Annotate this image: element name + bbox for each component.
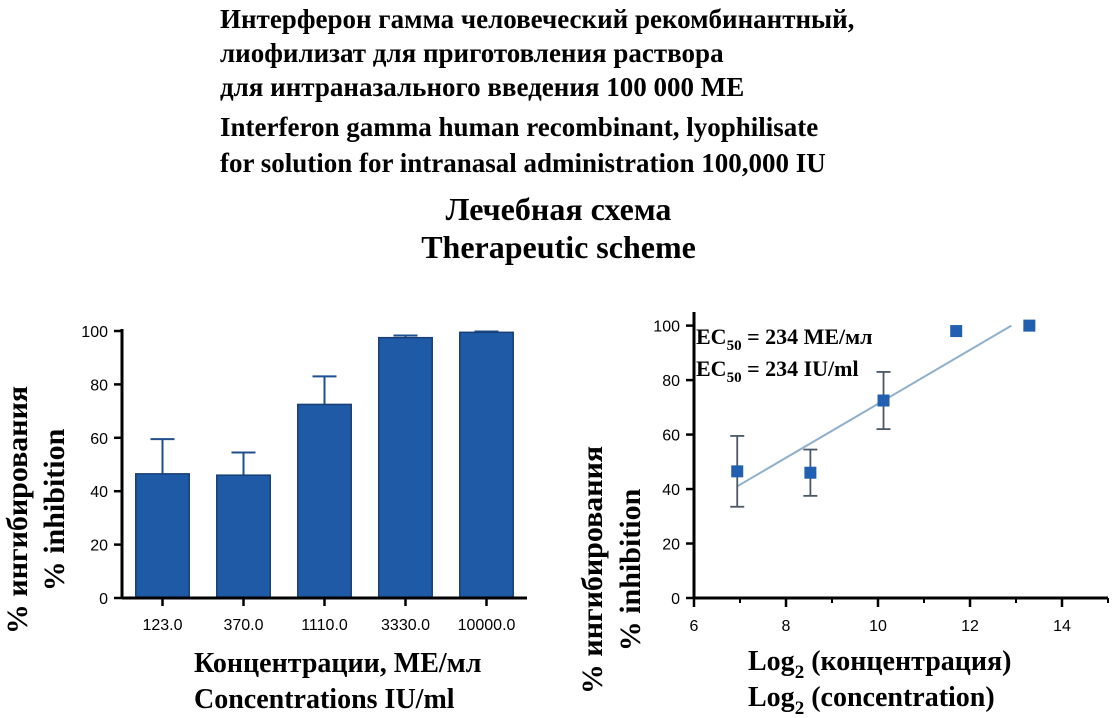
- bar: [298, 404, 351, 598]
- scatter-y-tick-label: 0: [671, 591, 680, 608]
- title-line-5: for solution for intranasal administration 100,000 IU: [220, 148, 826, 178]
- scatter-chart: [560, 278, 1117, 718]
- bar: [379, 338, 432, 598]
- bar-x-tick-label: 3330.0: [381, 617, 430, 634]
- scatter-y-axis-title-en: % inhibition: [614, 488, 647, 652]
- scatter-point: [950, 325, 962, 337]
- scatter-y-tick-label: 80: [662, 373, 680, 391]
- scatter-x-tick-label: 6: [689, 618, 699, 635]
- scatter-y-tick-label: 100: [653, 318, 680, 336]
- ec50-annotation-en: $EC_{50} = 234$ IU/ml: [696, 356, 859, 386]
- bar: [136, 474, 189, 598]
- bar-x-axis-title-ru: Концентрации, МЕ/мл: [194, 648, 482, 679]
- bar-chart: [0, 278, 560, 718]
- scatter-x-axis-title-en: Log$_2$ (concentration): [748, 682, 995, 718]
- scatter-point: [804, 467, 816, 479]
- bar-y-axis-title-ru: % ингибирования: [1, 385, 34, 635]
- bar-x-tick-label: 10000.0: [457, 617, 516, 634]
- scatter-point: [731, 465, 743, 477]
- scatter-point: [1023, 320, 1035, 332]
- scatter-y-tick-label: 60: [662, 427, 680, 445]
- scatter-x-tick-label: 14: [1053, 618, 1071, 635]
- bar-x-tick-label: 370.0: [223, 617, 264, 634]
- scatter-point: [878, 395, 890, 407]
- bar-y-tick-label: 0: [99, 591, 108, 608]
- title-line-3: для интраназального введения 100 000 МЕ: [220, 72, 745, 102]
- bar-y-tick-label: 80: [90, 377, 108, 395]
- title-line-1: Интерферон гамма человеческий рекомбинантный,: [220, 4, 855, 34]
- bar-y-tick-label: 100: [81, 324, 108, 341]
- bar-y-axis-title-en: % inhibition: [38, 428, 71, 592]
- bar-y-tick-label: 60: [90, 430, 108, 448]
- scatter-fit-line: [737, 326, 1011, 487]
- scatter-x-axis-title-ru: Log$_2$ (концентрация): [748, 646, 1012, 683]
- scatter-x-tick-label: 10: [869, 618, 887, 635]
- bar-y-axis-title: [1, 386, 71, 634]
- bar: [460, 332, 513, 598]
- title-line-4: Interferon gamma human recombinant, lyophilisate: [220, 112, 819, 142]
- scheme-title-en: Therapeutic scheme: [421, 229, 696, 265]
- scatter-x-tick-label: 8: [781, 618, 791, 635]
- scatter-y-axis-title-ru: % ингибирования: [576, 445, 609, 695]
- bar-y-tick-label: 40: [90, 484, 108, 502]
- scatter-x-tick-label: 12: [961, 618, 979, 635]
- scheme-title-ru: Лечебная схема: [445, 191, 672, 227]
- scatter-y-tick-label: 20: [662, 536, 680, 554]
- bar-x-tick-label: 123.0: [142, 617, 183, 634]
- bar-x-tick-label: 1110.0: [301, 617, 348, 634]
- bar-y-tick-label: 20: [90, 537, 108, 555]
- bar-x-axis-title-en: Concentrations IU/ml: [194, 684, 455, 715]
- ec50-annotation-ru: $EC_{50} = 234$ МЕ/мл: [696, 324, 873, 354]
- title-line-2: лиофилизат для приготовления раствора: [220, 38, 724, 68]
- scatter-y-tick-label: 40: [662, 482, 680, 500]
- bar: [217, 475, 270, 598]
